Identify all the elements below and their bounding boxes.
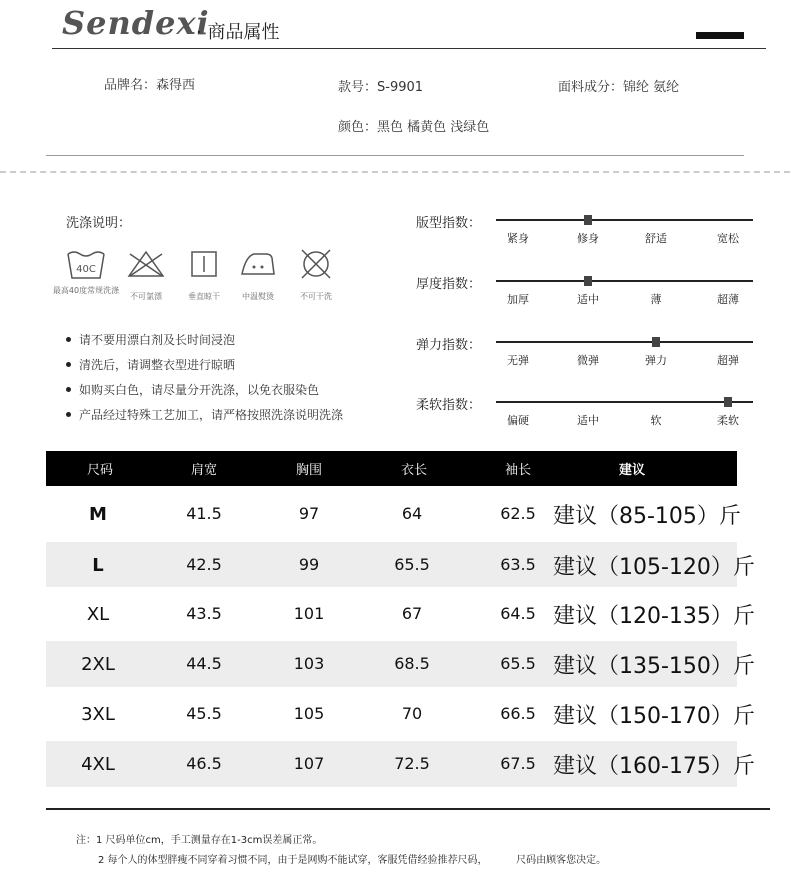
table-cell: 103	[293, 654, 325, 673]
table-cell: 67.5	[500, 754, 536, 773]
section-dashed-divider	[0, 171, 790, 173]
svg-text:40C: 40C	[76, 264, 96, 275]
table-cell: 67	[401, 604, 423, 623]
index-label: 舒适	[645, 232, 667, 245]
index-scale-line	[496, 219, 753, 221]
header-divider	[52, 48, 766, 49]
hang-dry-label: 垂直晾干	[188, 292, 220, 301]
table-cell: 97	[298, 504, 320, 523]
table-header-cell: 建议	[618, 463, 645, 478]
index-label: 超弹	[717, 354, 739, 367]
weight-suggestion: 建议（105-120）斤	[553, 554, 755, 580]
index-label: 软	[650, 414, 662, 427]
table-cell: 41.5	[186, 504, 222, 523]
index-marker	[584, 276, 592, 286]
iron-medium-icon	[238, 246, 278, 282]
table-bottom-divider	[46, 808, 770, 810]
index-title: 版型指数：	[416, 216, 482, 231]
table-cell: 44.5	[186, 654, 222, 673]
size-cell: XL	[86, 604, 110, 625]
brand-logo: Sendexi	[62, 4, 210, 42]
section-title: · 商品属性	[196, 22, 280, 43]
weight-suggestion: 建议（150-170）斤	[553, 704, 755, 729]
table-header-cell: 肩宽	[190, 463, 217, 478]
index-title: 厚度指数：	[416, 277, 482, 292]
table-cell: 65.5	[500, 654, 536, 673]
index-label: 微弹	[577, 354, 599, 367]
attr-fabric: 面料成分：锦纶 氨纶	[558, 80, 680, 95]
table-cell: 63.5	[500, 554, 536, 574]
table-cell: 107	[293, 754, 325, 773]
index-marker	[652, 337, 660, 347]
size-cell: 4XL	[81, 754, 115, 775]
hang-dry-icon	[184, 246, 224, 282]
index-scale-line	[496, 341, 753, 343]
index-label: 适中	[577, 293, 599, 306]
index-marker	[724, 397, 732, 407]
table-cell: 101	[293, 604, 325, 623]
wash-title: 洗涤说明：	[66, 216, 132, 231]
index-label: 宽松	[717, 232, 739, 245]
index-label: 适中	[577, 414, 599, 427]
table-cell: 99	[298, 554, 320, 574]
table-header-cell: 尺码	[86, 463, 113, 478]
size-cell: 2XL	[81, 654, 115, 675]
wash-note: 请不要用漂白剂及长时间浸泡	[66, 331, 235, 348]
wash-note: 产品经过特殊工艺加工，请严格按照洗涤说明洗涤	[66, 406, 343, 423]
size-cell: M	[89, 504, 107, 525]
no-dry-clean-label: 不可干洗	[300, 292, 332, 301]
index-title: 柔软指数：	[416, 398, 482, 413]
header-accent-bar	[696, 32, 744, 39]
attr-model: 款号：S-9901	[338, 80, 424, 95]
table-cell: 45.5	[186, 704, 222, 723]
size-cell: 3XL	[81, 704, 115, 725]
weight-suggestion: 建议（160-175）斤	[553, 754, 755, 779]
index-scale-line	[496, 280, 753, 282]
index-label: 加厚	[507, 293, 529, 306]
footer-note-1: 注：1 尺码单位cm，手工测量存在1-3cm误差属正常。	[76, 835, 323, 846]
index-label: 超薄	[717, 293, 739, 306]
table-cell: 46.5	[186, 754, 222, 773]
index-marker	[584, 215, 592, 225]
table-header-cell: 袖长	[504, 463, 531, 478]
no-bleach-icon	[126, 246, 166, 282]
weight-suggestion: 建议（85-105）斤	[553, 504, 741, 529]
index-label: 薄	[650, 293, 662, 306]
wash-40-label: 最高40度常规洗涤	[52, 286, 120, 295]
index-label: 柔软	[717, 414, 739, 427]
attr-colors: 颜色：黑色 橘黄色 浅绿色	[338, 120, 490, 135]
table-cell: 66.5	[500, 704, 536, 723]
size-cell: L	[92, 554, 104, 576]
table-cell: 43.5	[186, 604, 222, 623]
table-cell: 68.5	[394, 654, 430, 673]
weight-suggestion: 建议（120-135）斤	[553, 604, 755, 629]
iron-medium-label: 中温熨烫	[242, 292, 274, 301]
wash-note: 清洗后，请调整衣型进行晾晒	[66, 356, 235, 373]
table-cell: 65.5	[394, 554, 430, 574]
footer-note-2: 2 每个人的体型胖瘦不同穿着习惯不同，由于是网购不能试穿，客服凭借经验推荐尺码， 尺码由顾客您决定。	[98, 855, 607, 866]
index-scale-line	[496, 401, 753, 403]
index-label: 弹力	[645, 354, 667, 367]
index-title: 弹力指数：	[416, 338, 482, 353]
wash-40-icon	[66, 246, 106, 282]
table-header-cell: 胸围	[295, 463, 322, 478]
attr-brand: 品牌名：森得西	[104, 78, 196, 93]
table-cell: 72.5	[394, 754, 430, 773]
table-cell: 70	[401, 704, 423, 723]
table-cell: 105	[293, 704, 325, 723]
index-label: 紧身	[507, 232, 529, 245]
table-cell: 64.5	[500, 604, 536, 623]
weight-suggestion: 建议（135-150）斤	[553, 654, 755, 679]
index-label: 无弹	[507, 354, 529, 367]
index-label: 修身	[577, 232, 599, 245]
table-cell: 62.5	[500, 504, 536, 523]
table-cell: 64	[401, 504, 423, 523]
no-dry-clean-icon	[296, 246, 336, 282]
attr-divider	[46, 155, 744, 156]
wash-note: 如购买白色，请尽量分开洗涤，以免衣服染色	[66, 381, 319, 398]
table-header-cell: 衣长	[400, 463, 427, 478]
no-bleach-label: 不可氯漂	[130, 292, 162, 301]
table-cell: 42.5	[186, 554, 222, 574]
index-label: 偏硬	[507, 414, 529, 427]
